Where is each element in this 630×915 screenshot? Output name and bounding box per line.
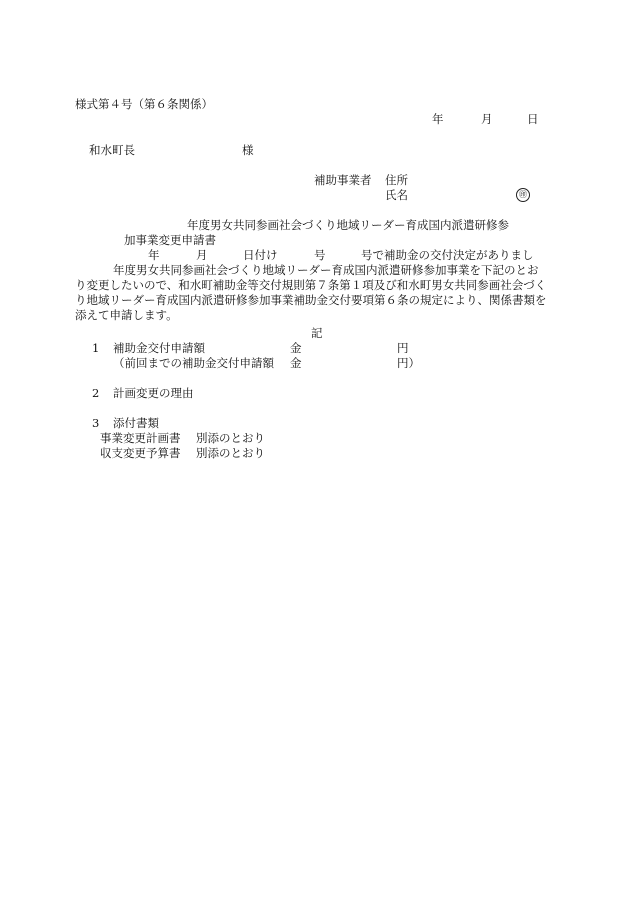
document-title-line2: 加事業変更申請書: [124, 233, 216, 247]
body-month: 月: [196, 248, 208, 262]
attachment-1-note: 別添のとおり: [196, 431, 265, 445]
seal-mark: ㊞: [516, 188, 530, 202]
body-line1-tail: 号で補助金の交付決定がありまし: [361, 248, 534, 262]
item3-label: 添付書類: [113, 416, 159, 430]
item1-label: 補助金交付申請額: [113, 341, 205, 355]
date-day: 日: [527, 112, 539, 126]
attachment-2-note: 別添のとおり: [196, 446, 265, 460]
name-label: 氏名: [385, 188, 408, 202]
body-year: 年: [148, 248, 160, 262]
addressee-honorific: 様: [242, 143, 254, 157]
item1-number: 1: [92, 341, 100, 355]
item2-number: 2: [92, 386, 100, 400]
document-title-line1: 年度男女共同参画社会づくり地域リーダー育成国内派遣研修参: [187, 218, 509, 232]
body-number: 号: [314, 248, 326, 262]
addressee-title: 和水町長: [89, 143, 135, 157]
address-label: 住所: [385, 173, 408, 187]
body-date: 日付け: [243, 248, 278, 262]
item1-previous-kin: 金: [290, 356, 302, 370]
body-line4: り地域リーダー育成国内派遣研修参加事業補助金交付要項第６条の規定により、関係書類を: [75, 293, 547, 307]
attachment-2-name: 収支変更予算書: [100, 446, 181, 460]
attachment-1-name: 事業変更計画書: [100, 431, 181, 445]
item1-previous-label: （前回までの補助金交付申請額: [113, 356, 274, 370]
body-line3: り変更したいので、和水町補助金等交付規則第７条第１項及び和水町男女共同参画社会づく: [75, 278, 547, 292]
item1-previous-yen: 円）: [397, 356, 420, 370]
date-month: 月: [481, 112, 493, 126]
date-year: 年: [432, 112, 444, 126]
item1-kin: 金: [290, 341, 302, 355]
item3-number: 3: [92, 416, 100, 430]
body-line5: 添えて申請します。: [75, 308, 178, 322]
record-label: 記: [311, 326, 323, 340]
applicant-label: 補助事業者: [314, 173, 372, 187]
body-line2: 年度男女共同参画社会づくり地域リーダー育成国内派遣研修参加事業を下記のとお: [113, 263, 539, 277]
form-number: 様式第４号（第６条関係）: [75, 97, 213, 111]
item1-yen: 円: [397, 341, 409, 355]
item2-label: 計画変更の理由: [113, 386, 194, 400]
